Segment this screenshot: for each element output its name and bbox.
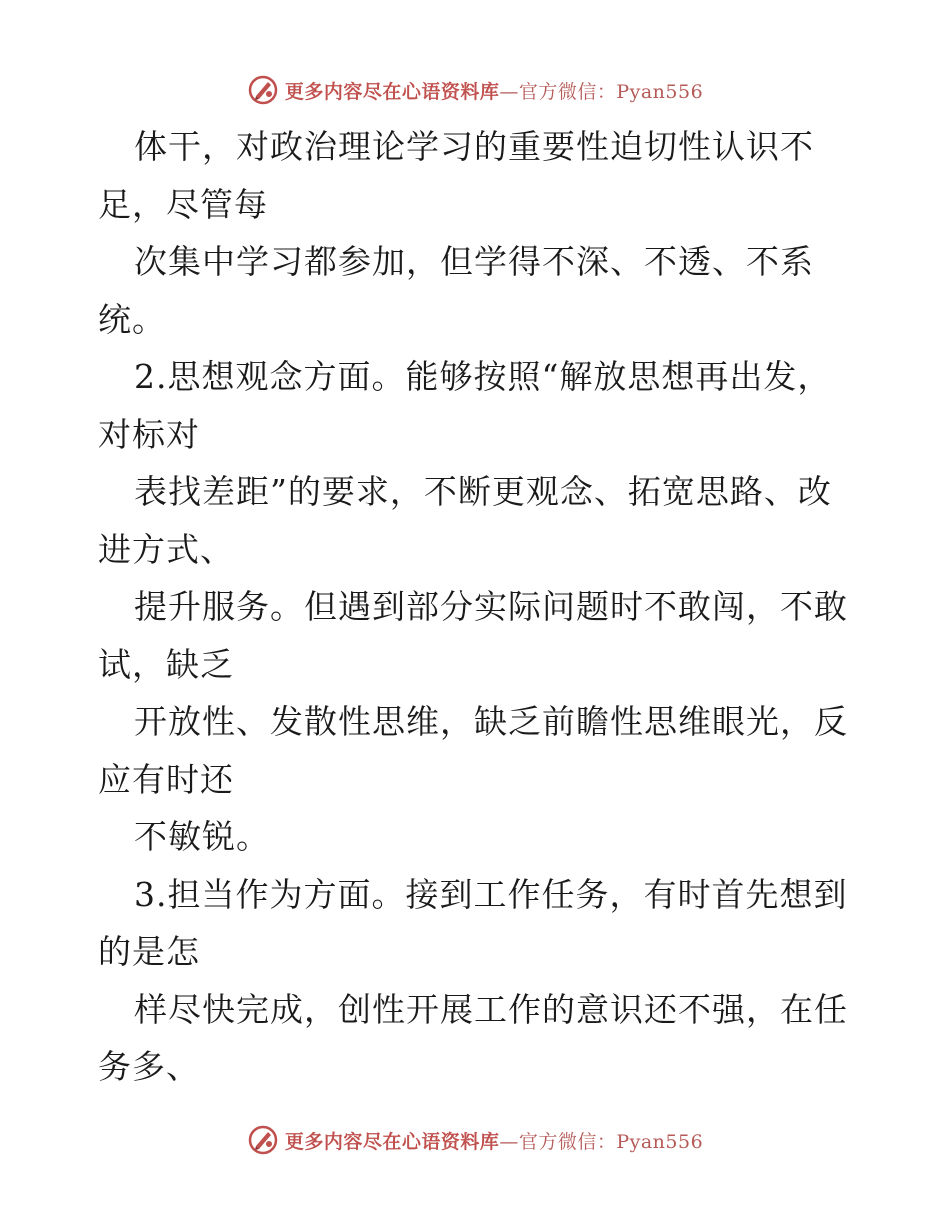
text-line: 表找差距”的要求，不断更观念、拓宽思路、改 — [134, 472, 832, 511]
text-line: 进方式、 — [98, 529, 234, 569]
text-line: 3.担当作为方面。接到工作任务，有时首先想到 — [134, 874, 848, 914]
watermark-text — [285, 77, 703, 104]
footer-watermark — [0, 1120, 950, 1160]
text-line: 开放性、发散性思维，缺乏前瞻性思维眼光，反 — [134, 702, 848, 741]
watermark-brand: 更多内容尽在心语资料库 — [284, 80, 500, 103]
brand-logo-icon — [247, 74, 279, 106]
watermark-text — [285, 1127, 703, 1154]
text-line: 样尽快完成，创性开展工作的意识还不强，在任 — [134, 989, 848, 1029]
brand-logo-icon — [247, 1124, 279, 1156]
text-line: 2.思想观念方面。能够按照“解放思想再出发， — [134, 357, 832, 396]
watermark-suffix: 官方微信：Pyan556 — [518, 1130, 704, 1153]
text-line: 务多、 — [98, 1047, 200, 1086]
header-watermark — [0, 70, 950, 110]
text-line: 试，缺乏 — [98, 644, 234, 684]
watermark-suffix: 官方微信：Pyan556 — [518, 80, 704, 103]
text-line: 对标对 — [98, 414, 200, 454]
text-line: 的是怎 — [98, 932, 200, 971]
text-line: 提升服务。但遇到部分实际问题时不敢闯，不敢 — [134, 587, 848, 626]
text-line: 次集中学习都参加，但学得不深、不透、不系 — [134, 242, 814, 281]
watermark-brand: 更多内容尽在心语资料库 — [284, 1130, 500, 1153]
text-line: 统。 — [98, 299, 166, 339]
watermark-separator: — — [499, 80, 519, 103]
text-line: 足，尽管每 — [98, 184, 268, 224]
watermark-separator: — — [499, 1130, 519, 1153]
document-body — [98, 118, 858, 1096]
text-line: 体干，对政治理论学习的重要性迫切性认识不 — [134, 127, 814, 166]
text-line: 不敏锐。 — [134, 817, 270, 856]
text-line: 应有时还 — [98, 759, 234, 799]
